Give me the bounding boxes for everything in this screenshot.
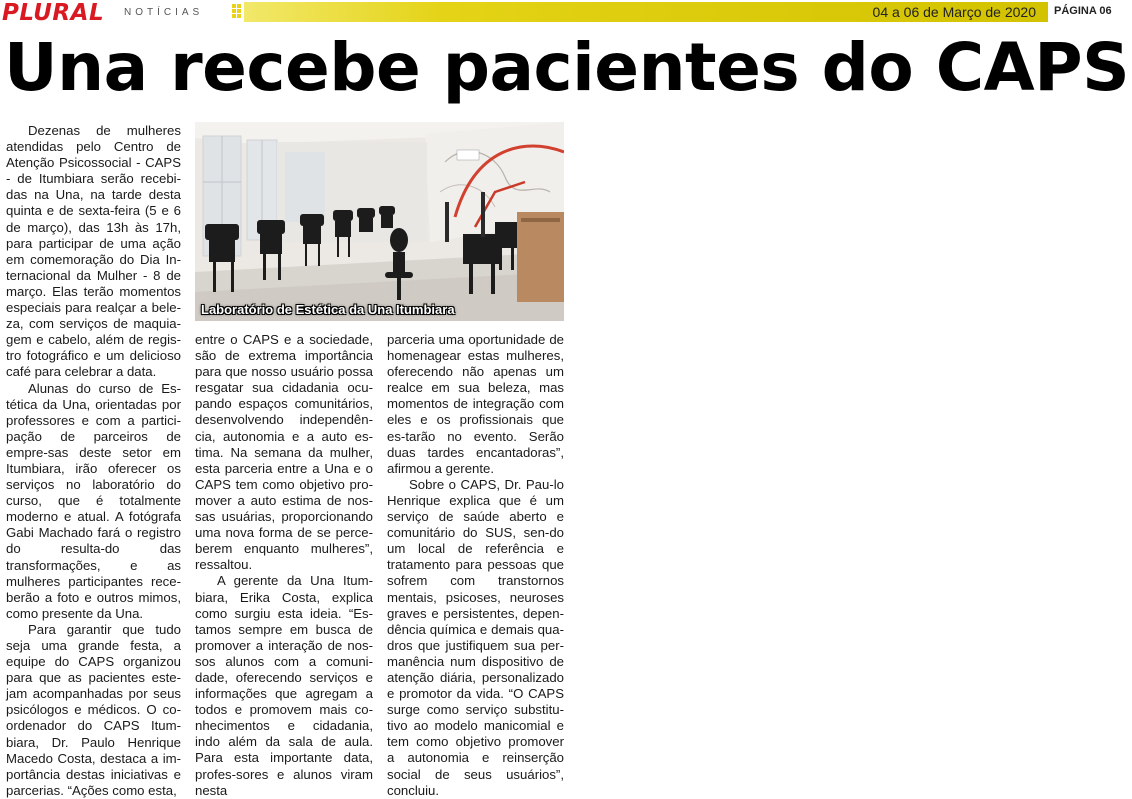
paragraph: Para garantir que tudo seja uma grande festa, a equipe do CAPS organizou para que as pacientes este-jam acompanhadas por seus psicólogos e médicos. O co-ordenador do CAPS Itum-biara, Dr. Paulo Henrique Macedo Costa, destaca a im-portância destas iniciativas e parcerias. “Ações como esta, [6,621,181,798]
salon-photo-illustration [195,122,564,321]
publication-logo: PLURAL [2,0,105,26]
issue-date: 04 a 06 de Março de 2020 [872,4,1036,20]
paragraph: Dezenas de mulheres atendidas pelo Centro de Atenção Psicossocial - CAPS - de Itumbiara serão recebi-das na Una, na tarde desta quinta e de sexta-feira (5 e 6 de março), das 13h às 17h, para participar de uma ação em comemoração do Dia In-ternacional da Mulher - 8 de março. Elas terão momentos especiais para realçar a bele-za, com serviços de maquia-gem e cabelo, além de regis-tro fotográfico e um delicioso café para celebrar a data. [6,123,181,380]
masthead [0,0,1132,26]
paragraph: A gerente da Una Itum-biara, Erika Costa, explica como surgiu esta ideia. “Es-tamos sempre em busca de promover a interação de nos-sos alunos com a comuni-dade, oferecendo serviços e informações que agregam a todos e promovem mais co-nhecimentos e cidadania, indo além da sala de aula. Para esta importante data, profes-sores e alunos viram nesta [195,573,373,798]
paragraph: parceria uma oportunidade de homenagear estas mulheres, oferecendo não apenas um realce em sua beleza, mas momentos de integração com eles e os profissionais que es-tarão no evento. Serão duas tardes encantadoras”, afirmou a gerente. [387,332,564,476]
masthead-bar [244,2,1048,22]
article-column-3 [387,332,564,799]
paragraph: entre o CAPS e a sociedade, são de extrema importância para que nosso usuário possa resgatar sua cidadania ocu-pando espaços comunitários, desenvolvendo independên-cia, autonomia e a auto es-tima. Na semana da mulher, esta parceria entre a Una e o CAPS tem como objetivo pro-mover a auto estima de nos-sas usuárias, proporcionando uma nova forma de se perce-berem enquanto mulheres”, ressaltou. [195,332,373,573]
section-label: NOTÍCIAS [124,7,204,18]
article-column-1 [6,123,181,799]
article-photo [195,122,564,321]
article-column-2 [195,332,373,799]
photo-caption: Laboratório de Estética da Una Itumbiara [201,302,455,317]
paragraph: Sobre o CAPS, Dr. Pau-lo Henrique explica que é um serviço de saúde aberto e comunitário do SUS, sen-do um local de referência e tratamento para pessoas que sofrem com transtornos mentais, psicoses, neuroses graves e persistentes, depen-dência química e demais qua-dros que justifiquem sua per-manência num dispositivo de atenção diária, personalizado e promotor da vida. “O CAPS surge como serviço substitu-tivo ao modelo manicomial e tem como objetivo promover a autonomia e reinserção social de seus usuários”, concluiu. [387,476,564,798]
decorative-dots-icon [232,4,242,22]
page-number: PÁGINA 06 [1054,5,1112,17]
article-headline: Una recebe pacientes do CAPS [4,29,1130,106]
paragraph: Alunas do curso de Es-tética da Una, orientadas por professores e com a partici-pação de parceiros de empre-sas deste setor em Itumbiara, irão oferecer os serviços no laboratório do curso, que é totalmente moderno e atual. A fotógrafa Gabi Machado fará o registro do resulta-do das transformações, e as mulheres participantes rece-berão a foto e outros mimos, como presente da Una. [6,380,181,621]
